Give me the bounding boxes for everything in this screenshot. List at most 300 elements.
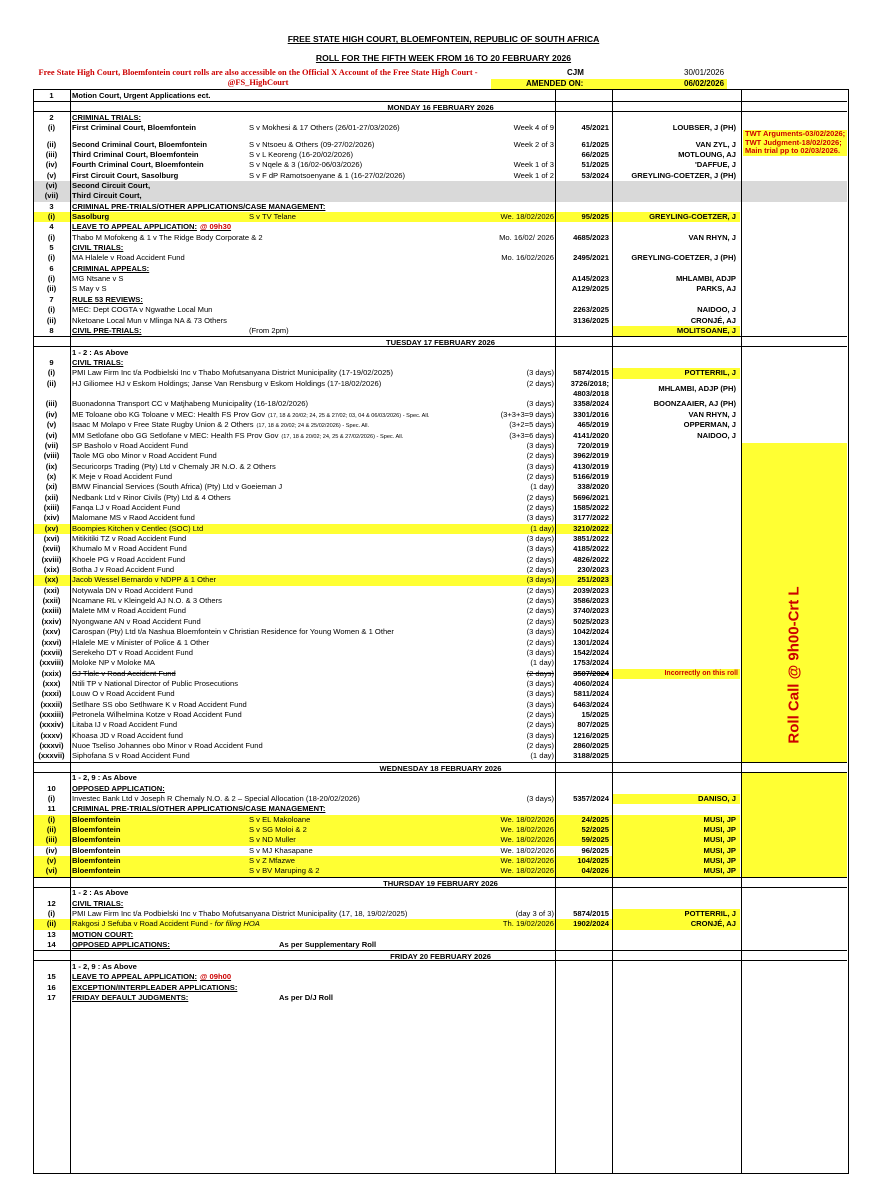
- presiding-judge: MUSI, JP: [703, 824, 736, 834]
- roll-row: [34, 91, 847, 101]
- description-text: Petronela Wilhelmina Kotze v Road Accident Fund: [72, 709, 242, 719]
- presiding-judge: MUSI, JP: [703, 814, 736, 824]
- duration: (1 day): [530, 523, 554, 533]
- case-number: 66/2025: [581, 149, 609, 159]
- item-description: [72, 731, 252, 741]
- case-number: 3740/2023: [573, 606, 609, 616]
- item-description: [72, 123, 252, 133]
- duration: (3 days): [526, 461, 554, 471]
- item-number: 2: [49, 112, 54, 122]
- duration: (3 days): [526, 513, 554, 523]
- day-header: FRIDAY 20 FEBRUARY 2026: [34, 950, 847, 961]
- case-number: 45/2021: [581, 123, 609, 133]
- case-number: 4060/2024: [573, 678, 609, 688]
- item-number: (vii): [44, 440, 59, 450]
- description-text: Rakgosi J Sefuba v Road Accident Fund -: [72, 919, 215, 929]
- description-text: Moloke NP v Moloke MA: [72, 658, 155, 668]
- item-number: (xxvii): [40, 647, 63, 657]
- description-text: Fourth Criminal Court, Bloemfontein: [72, 160, 204, 170]
- description-text: CIVIL TRIALS:: [72, 243, 124, 253]
- case-number: 251/2023: [577, 575, 609, 585]
- roll-row: [34, 679, 847, 689]
- item-number: (iv): [45, 160, 58, 170]
- duration: We. 18/02/2026: [500, 845, 554, 855]
- case-number: 59/2025: [581, 835, 609, 845]
- roll-row: [34, 700, 847, 710]
- roll-row: [34, 358, 847, 368]
- item-description: [72, 534, 252, 544]
- item-number: (i): [47, 305, 56, 315]
- item-number: (ii): [46, 139, 57, 149]
- case-number: 3301/2016: [573, 409, 609, 419]
- item-description: [72, 243, 252, 253]
- item-description: [72, 253, 252, 263]
- duration: (3+3=6 days): [509, 430, 554, 440]
- item-number: 9: [49, 358, 54, 368]
- roll-row: [34, 815, 847, 825]
- item-number: 11: [47, 804, 56, 814]
- description-text: Motion Court, Urgent Applications ect.: [72, 91, 211, 100]
- item-number: (viii): [43, 451, 60, 461]
- item-number: (xxviii): [39, 658, 64, 668]
- roll-row: [34, 348, 847, 358]
- case-number: 1542/2024: [573, 647, 609, 657]
- presiding-judge: BOONZAAIER, AJ (PH): [653, 399, 736, 409]
- description-text: ME Toloane obo KG Toloane v MEC: Health FS Prov Gov: [72, 409, 266, 419]
- presiding-judge: OPPERMAN, J: [683, 420, 736, 430]
- case-number: 1301/2024: [573, 637, 609, 647]
- column-divider: [555, 90, 556, 1173]
- item-number: (xix): [43, 565, 60, 575]
- duration: Week 4 of 9: [513, 123, 554, 133]
- case-number-2: 4803/2018: [573, 389, 609, 399]
- description-text: Second Criminal Court, Bloemfontein: [72, 139, 208, 149]
- case-number: 3726/2018;: [570, 378, 609, 388]
- court-roll-table: [33, 89, 849, 1174]
- item-number: (xiii): [43, 502, 60, 512]
- item-description: [72, 264, 252, 274]
- case-number: 3586/2023: [573, 596, 609, 606]
- duration: (3 days): [526, 544, 554, 554]
- roll-row: [34, 555, 847, 565]
- item-number: (ii): [46, 919, 57, 929]
- case-number: 3210/2022: [573, 523, 609, 533]
- case-number: 52/2025: [581, 824, 609, 834]
- item-number: (xiv): [43, 513, 60, 523]
- item-number: 5: [49, 243, 54, 253]
- case-number: 04/2026: [581, 866, 609, 876]
- description-text: Setlhare SS obo Setlhware K v Road Accident Fund: [72, 699, 247, 709]
- item-description: [72, 804, 572, 814]
- case-number: 3188/2025: [573, 751, 609, 761]
- duration: We. 18/02/2026: [500, 835, 554, 845]
- duration: (2 days): [526, 565, 554, 575]
- item-number: (xxi): [43, 585, 60, 595]
- item-description: [72, 181, 252, 191]
- duration: We. 18/02/2026: [500, 814, 554, 824]
- roll-row: [34, 420, 847, 430]
- case-number: 338/2020: [577, 482, 609, 492]
- column-divider: [70, 90, 71, 1173]
- item-number: 15: [47, 972, 56, 982]
- case-name: S v SG Moloi & 2: [249, 824, 307, 834]
- item-description: [72, 648, 252, 658]
- item-description: [72, 222, 252, 232]
- duration: (3 days): [526, 368, 554, 378]
- case-number: 4685/2023: [573, 232, 609, 242]
- item-description: [72, 940, 252, 950]
- duration: (2 days): [526, 709, 554, 719]
- item-number: (iii): [45, 399, 58, 409]
- case-number: 4185/2022: [573, 544, 609, 554]
- roll-row: [34, 689, 847, 699]
- roll-row: [34, 202, 847, 212]
- roll-row: [34, 295, 847, 305]
- description-text: Bloemfontein: [72, 814, 121, 824]
- description-text: 1 - 2 : As Above: [72, 888, 129, 898]
- roll-row: [34, 940, 847, 950]
- item-number: (xviii): [41, 554, 62, 564]
- twt-line-3: Main trial pp to 02/03/2026.: [745, 146, 841, 156]
- item-number: (xii): [44, 492, 59, 502]
- description-text: Nyongwane AN v Road Accident Fund: [72, 616, 201, 626]
- duration: Mo. 16/02/ 2026: [499, 232, 554, 242]
- item-number: (xxxiii): [39, 709, 64, 719]
- description-text: First Circuit Court, Sasolburg: [72, 170, 179, 180]
- description-text: Botha J v Road Accident Fund: [72, 565, 175, 575]
- case-number: 3358/2024: [573, 399, 609, 409]
- case-name: S v MJ Khasapane: [249, 845, 313, 855]
- day-header: THURSDAY 19 FEBRUARY 2026: [34, 877, 847, 888]
- day-header: TUESDAY 17 FEBRUARY 2026: [34, 336, 847, 347]
- item-description: [72, 513, 252, 523]
- x-account-notice[interactable]: [28, 68, 488, 88]
- description-text: CRIMINAL APPEALS:: [72, 263, 150, 273]
- description-text: Malomane MS v Raod Accident fund: [72, 513, 195, 523]
- duration: (1 day): [530, 658, 554, 668]
- presiding-judge: MUSI, JP: [703, 835, 736, 845]
- item-number: 12: [47, 898, 56, 908]
- case-name: As per Supplementary Roll: [279, 939, 377, 949]
- case-number: 5025/2023: [573, 616, 609, 626]
- item-description: [72, 815, 252, 825]
- item-description: [72, 472, 252, 482]
- duration: (2 days): [526, 720, 554, 730]
- description-text: Third Criminal Court, Bloemfontein: [72, 149, 199, 159]
- item-description: [72, 284, 252, 294]
- roll-row: [34, 212, 847, 222]
- item-description: [72, 91, 252, 101]
- duration: We. 18/02/2026: [500, 212, 554, 221]
- duration: (3 days): [526, 678, 554, 688]
- item-description: [72, 856, 252, 866]
- duration: Mo. 16/02/2026: [501, 253, 554, 263]
- roll-row: [34, 638, 847, 648]
- presiding-judge: MUSI, JP: [703, 866, 736, 876]
- item-description: [72, 962, 572, 972]
- case-number: 2039/2023: [573, 585, 609, 595]
- description-text: EXCEPTION/INTERPLEADER APPLICATIONS:: [72, 982, 238, 992]
- case-number: 6463/2024: [573, 699, 609, 709]
- item-number: 17: [47, 992, 56, 1002]
- x-handle-link[interactable]: @FS_HighCourt: [227, 78, 289, 87]
- duration: (2 days): [526, 606, 554, 616]
- item-number: (iii): [45, 149, 58, 159]
- roll-row: [34, 586, 847, 596]
- item-description: [72, 113, 252, 123]
- item-number: (xxix): [41, 668, 62, 678]
- item-number: (i): [47, 123, 56, 133]
- column-divider: [612, 90, 613, 1173]
- description-text: Khumalo M v Road Accident Fund: [72, 544, 187, 554]
- roll-row: [34, 972, 847, 982]
- duration: (2 days): [526, 637, 554, 647]
- duration: (2 days): [526, 492, 554, 502]
- case-number: 5874/2015: [573, 908, 609, 918]
- description-text: Louw O v Road Accident Fund: [72, 689, 175, 699]
- roll-row: [34, 274, 847, 284]
- roll-row: [34, 606, 847, 616]
- item-number: (iv): [45, 409, 58, 419]
- duration: (3 days): [526, 647, 554, 657]
- item-description: [72, 888, 572, 898]
- roll-row: [34, 784, 847, 794]
- roll-row: [34, 544, 847, 554]
- roll-row: [34, 720, 847, 730]
- presiding-judge: CRONJÉ, AJ: [690, 919, 736, 929]
- case-name: S v EL Makoloane: [249, 814, 311, 824]
- roll-row: [34, 731, 847, 741]
- description-text: Mitikitiki TZ v Road Accident Fund: [72, 534, 187, 543]
- item-number: (xxxvii): [38, 751, 65, 761]
- presiding-judge: MUSI, JP: [703, 856, 736, 865]
- presiding-judge: GREYLING-COETZER, J (PH): [631, 253, 736, 263]
- presiding-judge: DANISO, J: [698, 793, 736, 803]
- roll-row: [34, 482, 847, 492]
- item-description: [72, 825, 252, 835]
- duration: (3 days): [526, 399, 554, 409]
- presiding-judge: MUSI, JP: [703, 845, 736, 855]
- item-number: (xxxiv): [39, 720, 64, 730]
- description-text: CRIMINAL PRE-TRIALS/OTHER APPLICATIONS/CASE MANAGEMENT:: [72, 201, 326, 211]
- description-text: Investec Bank Ltd v Joseph R Chemaly N.O. & 2 – Special Allocation (18-20/02/2026): [72, 793, 360, 803]
- presiding-judge: POTTERRIL, J: [684, 368, 736, 378]
- item-number: (i): [47, 814, 56, 824]
- case-name: S v F dP Ramotsoenyane & 1 (16-27/02/2026): [249, 170, 406, 180]
- item-number: 16: [47, 982, 56, 992]
- duration: (2 days): [526, 585, 554, 595]
- item-description: [72, 993, 252, 1003]
- roll-row: [34, 846, 847, 856]
- duration: (1 day): [530, 482, 554, 492]
- duration: (2 days): [526, 668, 554, 678]
- duration: We. 18/02/2026: [500, 856, 554, 865]
- case-number: 230/2023: [577, 565, 609, 575]
- case-number: 807/2025: [577, 720, 609, 730]
- roll-row: [34, 983, 847, 993]
- description-text: S May v S: [72, 284, 107, 294]
- description-text: CIVIL PRE-TRIALS:: [72, 325, 142, 335]
- duration: (2 days): [526, 451, 554, 461]
- description-text: Malete MM v Road Accident Fund: [72, 606, 186, 616]
- presiding-judge: MHLAMBI, ADJP: [675, 274, 736, 284]
- item-description: [72, 751, 252, 761]
- duration: (3+3+3=9 days): [500, 409, 554, 419]
- item-number: (xx): [44, 575, 59, 585]
- duration: Week 1 of 3: [513, 160, 554, 170]
- presiding-judge: 'DAFFUE, J: [694, 160, 736, 170]
- roll-row: [34, 431, 847, 441]
- item-number: (xvi): [43, 534, 60, 543]
- item-description: [72, 669, 252, 679]
- case-name: As per D/J Roll: [279, 992, 334, 1002]
- roll-row: [34, 462, 847, 472]
- item-description: [72, 171, 252, 181]
- roll-row: [34, 658, 847, 668]
- roll-row: [34, 627, 847, 637]
- description-text: SP Basholo v Road Accident Fund: [72, 440, 188, 450]
- roll-row: [34, 233, 847, 243]
- case-number: 104/2025: [577, 856, 609, 865]
- case-number: 2495/2021: [573, 253, 609, 263]
- item-description: [72, 295, 252, 305]
- roll-row: [34, 575, 847, 585]
- item-number: (i): [47, 212, 56, 221]
- item-number: (i): [47, 253, 56, 263]
- roll-row: [34, 305, 847, 315]
- item-number: (xxx): [42, 678, 61, 688]
- item-description: [72, 140, 252, 150]
- item-number: (v): [46, 420, 57, 430]
- presiding-judge: VAN ZYL, J: [695, 139, 736, 149]
- description-text: SJ Tlale v Road Accident Fund: [72, 668, 176, 678]
- roll-row: [34, 451, 847, 461]
- description-text: LEAVE TO APPEAL APPLICATION:: [72, 222, 198, 232]
- roll-row: [34, 368, 847, 378]
- case-name: S v TV Telane: [249, 212, 296, 221]
- description-text: RULE 53 REVIEWS:: [72, 294, 143, 304]
- roll-row: [34, 113, 847, 123]
- case-name: S v Z Mfazwe: [249, 856, 295, 865]
- presiding-judge: CRONJÉ, AJ: [690, 315, 736, 325]
- item-description: [72, 191, 252, 201]
- item-description: [72, 972, 252, 982]
- description-text: Bloemfontein: [72, 835, 121, 845]
- item-description: [72, 150, 252, 160]
- roll-row: [34, 669, 847, 679]
- item-number: (xxv): [42, 627, 61, 637]
- item-number: (vii): [44, 191, 59, 201]
- presiding-judge: MOTLOUNG, AJ: [678, 149, 736, 159]
- item-number: (xxxv): [40, 730, 63, 740]
- description-text: Ntili TP v National Director of Public Prosecutions: [72, 678, 239, 688]
- description-text: Nedbank Ltd v Rinor Civils (Pty) Ltd & 4 Others: [72, 492, 231, 502]
- item-description: [72, 441, 252, 451]
- case-number: 1585/2022: [573, 502, 609, 512]
- item-number: (xv): [44, 523, 59, 533]
- duration: (3 days): [526, 440, 554, 450]
- description-text: BMW Financial Services (South Africa) (Pty) Ltd v Goeieman J: [72, 482, 283, 492]
- presiding-judge: MOLITSOANE, J: [676, 325, 736, 335]
- item-description: [72, 326, 252, 336]
- case-name: S v L Keoreng (16-20/02/2026): [249, 149, 353, 159]
- case-number: 720/2019: [577, 440, 609, 450]
- roll-row: [34, 534, 847, 544]
- duration: (2 days): [526, 741, 554, 750]
- description-text: Siphofana S v Road Accident Fund: [72, 751, 190, 761]
- duration: (3 days): [526, 689, 554, 699]
- roll-row: [34, 741, 847, 751]
- item-description: [72, 866, 252, 876]
- description-text: Boompies Kitchen v Centlec (SOC) Ltd: [72, 523, 204, 533]
- roll-row: [34, 222, 847, 232]
- roll-row: [34, 835, 847, 845]
- case-number: 5166/2019: [573, 471, 609, 481]
- description-text: PMI Law Firm Inc t/a Podbielski Inc v Thabo Mofutsanyana District Municipality (17, 18, 19/02/2025): [72, 908, 408, 918]
- column-divider: [741, 90, 742, 1173]
- item-description: [72, 586, 252, 596]
- duration: (3 days): [526, 575, 554, 585]
- case-number: 3136/2025: [573, 315, 609, 325]
- item-number: (xvii): [42, 544, 61, 554]
- presiding-judge: POTTERRIL, J: [684, 908, 736, 918]
- presiding-judge: GREYLING-COETZER, J: [649, 212, 736, 221]
- description-text: K Meje v Road Accident Fund: [72, 471, 173, 481]
- description-text: Bloemfontein: [72, 856, 121, 865]
- roll-row: [34, 825, 847, 835]
- day-header: WEDNESDAY 18 FEBRUARY 2026: [34, 762, 847, 773]
- case-name: S v Ntsoeu & Others (09-27/02/2026): [249, 139, 375, 149]
- description-text: CIVIL TRIALS:: [72, 898, 124, 908]
- twt-line-1: TWT Arguments-03/02/2026;: [745, 129, 846, 138]
- item-description: [72, 358, 252, 368]
- roll-row: [34, 243, 847, 253]
- item-number: 3: [49, 201, 54, 211]
- item-description: [72, 544, 252, 554]
- description-text: Bloemfontein: [72, 866, 121, 876]
- item-description: [72, 160, 252, 170]
- roll-row: [34, 410, 847, 420]
- presiding-judge: PARKS, AJ: [696, 284, 736, 294]
- item-number: (xxvi): [41, 637, 62, 647]
- item-description: [72, 348, 572, 358]
- description-text: Securicorps Trading (Pty) Ltd v Chemaly JR N.O. & 2 Others: [72, 461, 276, 471]
- incorrect-note: Incorrectly on this roll: [612, 669, 740, 679]
- presiding-judge: GREYLING-COETZER, J (PH): [631, 170, 736, 180]
- description-text: PMI Law Firm Inc t/a Podbielski Inc v Thabo Mofutsanyana District Municipality (17-19/02/2025): [72, 368, 394, 378]
- roll-row: [34, 253, 847, 263]
- roll-row: [34, 773, 847, 783]
- roll-row: [34, 993, 847, 1003]
- case-number: 1753/2024: [573, 658, 609, 668]
- case-number: 3177/2022: [573, 513, 609, 523]
- item-number: (i): [47, 368, 56, 378]
- roll-row: [34, 617, 847, 627]
- presiding-judge: NAIDOO, J: [697, 305, 736, 315]
- duration: (3 days): [526, 627, 554, 637]
- duration: (2 days): [526, 502, 554, 512]
- case-number: 1042/2024: [573, 627, 609, 637]
- item-description: [72, 316, 572, 326]
- item-number: (i): [47, 274, 56, 284]
- notice-line-1: Free State High Court, Bloemfontein court rolls are also accessible on the Official X Account of the Free State High Court -: [38, 68, 478, 77]
- item-number: (ix): [45, 461, 58, 471]
- roll-row: [34, 804, 847, 814]
- item-description: [72, 720, 252, 730]
- description-text: Fanqa LJ v Road Accident Fund: [72, 502, 181, 512]
- presiding-judge: VAN RHYN, J: [688, 232, 736, 242]
- item-description: [72, 274, 252, 284]
